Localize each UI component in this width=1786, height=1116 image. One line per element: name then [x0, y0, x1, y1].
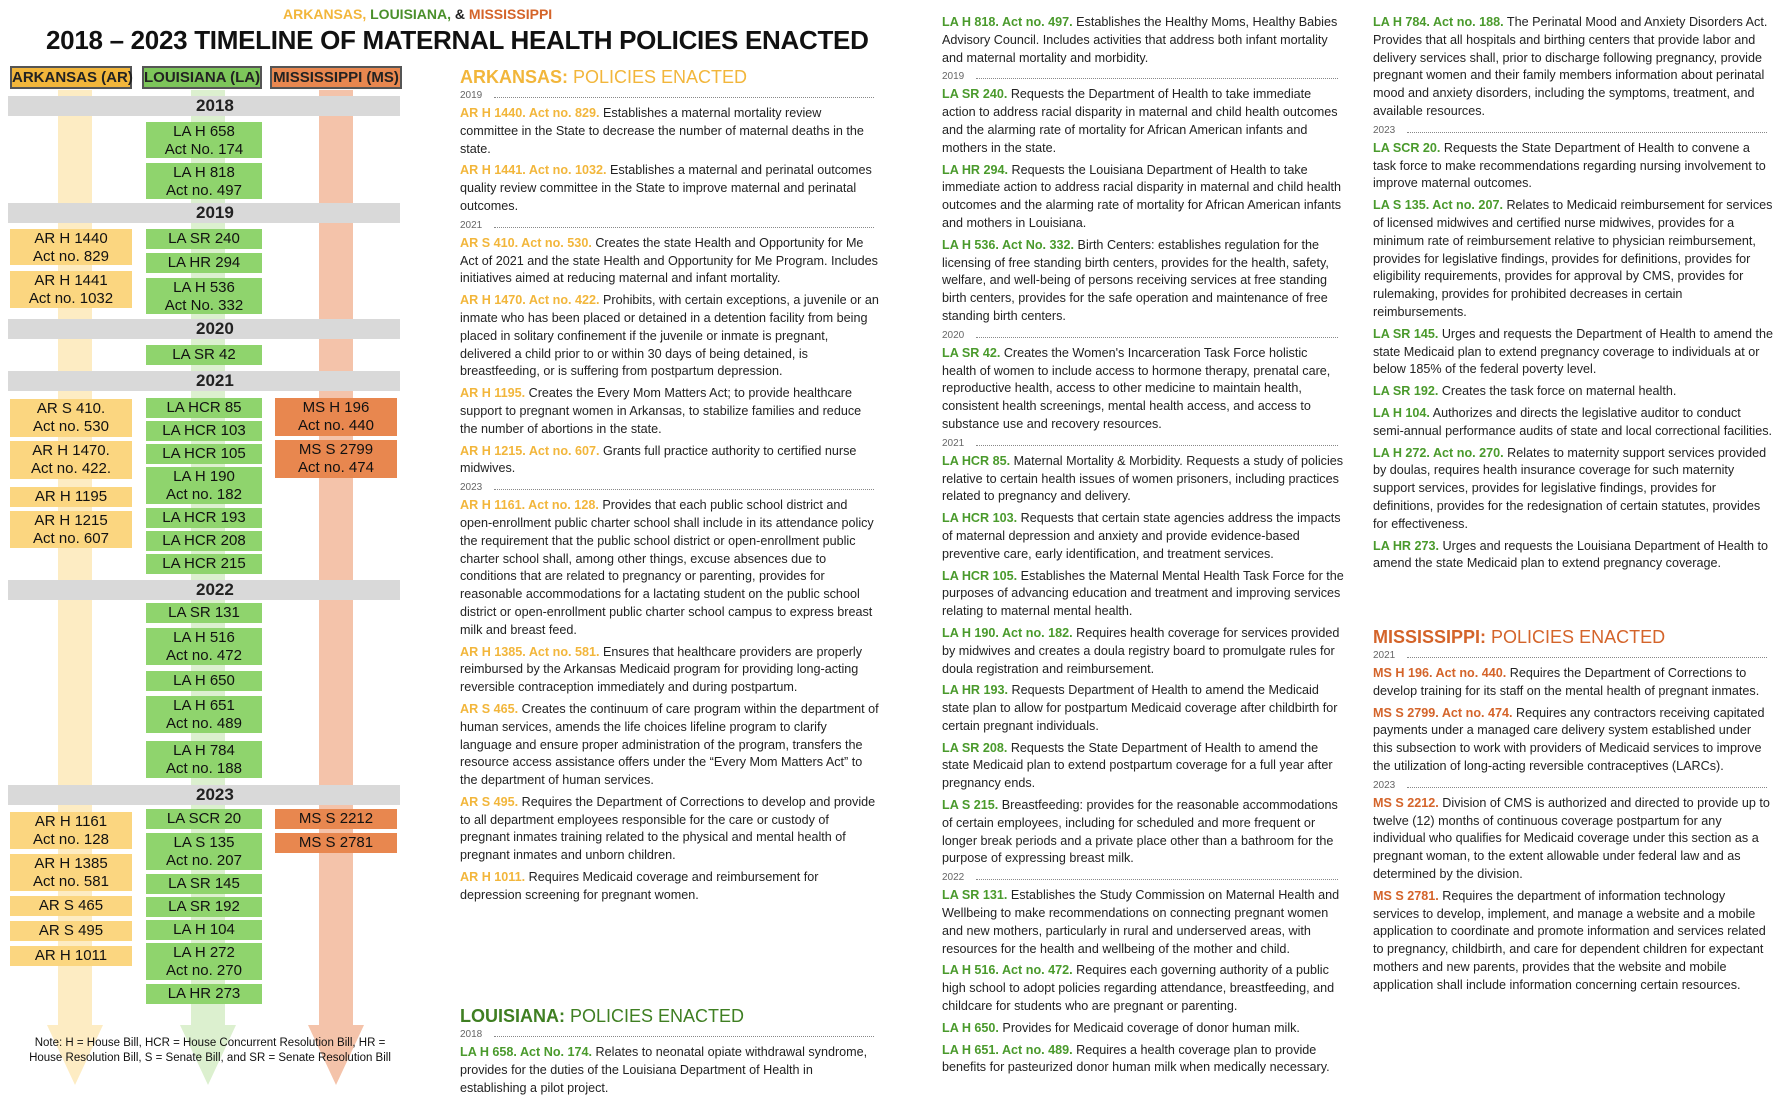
policy-description: Relates to maternity support services provided by doulas, requires health insurance coverage for such maternity support services, provides for legislative findings, provides for definitions, provides for the redesignation of certain statutes, provides for effectiveness. — [1373, 445, 1767, 531]
policy-item — [460, 292, 880, 381]
policy-id: MS S 2212. — [1373, 795, 1439, 810]
policy-item — [460, 644, 880, 697]
policy-id: LA H 272. Act no. 270. — [1373, 445, 1504, 460]
policy-item — [1373, 538, 1773, 574]
policy-description: Requires any contractors receiving capitated payments under a managed care delivery system established under this subsection to work with providers of Medicaid services to improve the utilization of long-acting reversible contraceptives (LARCs). — [1373, 705, 1765, 773]
policy-item — [460, 497, 880, 639]
policy-item — [942, 1020, 1344, 1038]
year-divider: 2018 — [460, 1029, 880, 1041]
mississippi-policies-column — [1373, 626, 1773, 999]
timeline-box: LA H 516 Act no. 472 — [146, 628, 262, 665]
policy-item — [1373, 197, 1773, 322]
policy-item — [942, 625, 1344, 678]
policy-id: LA SR 208. — [942, 740, 1008, 755]
policy-item — [942, 887, 1344, 958]
policy-item — [942, 14, 1344, 67]
louisiana-policies-continued — [1373, 14, 1773, 577]
policy-description: Requests the Department of Health to take immediate action to address racial disparity in maternal and child health outcomes and the alarming rate of mortality for African American infants and mothers in the state. — [942, 87, 1338, 155]
policy-id: LA SR 42. — [942, 345, 1001, 360]
policy-item — [1373, 705, 1773, 776]
policy-id: AR H 1161. Act no. 128. — [460, 498, 599, 513]
policy-description: Establishes the Study Commission on Maternal Health and Wellbeing to make recommendations on connecting pregnant women and new mothers, particularly in rural and underserved areas, with resources for the health and wellbeing of the mother and child. — [942, 888, 1340, 956]
timeline-box: LA H 658 Act No. 174 — [146, 122, 262, 158]
timeline-box: LA H 650 — [146, 671, 262, 691]
policy-id: AR H 1215. Act no. 607. — [460, 443, 600, 458]
policy-item — [942, 962, 1344, 1015]
timeline-box: AR S 410. Act no. 530 — [10, 399, 132, 437]
policy-description: Maternal Mortality & Morbidity. Requests a study of policies relative to certain health issues of women prisoners, including practices related to pregnancy and delivery. — [942, 453, 1344, 504]
policy-item — [942, 797, 1344, 868]
policy-description: The Perinatal Mood and Anxiety Disorders Act. Provides that all hospitals and birthing centers that provide labor and delivery services shall, prior to discharge following pregnancy, provide pregnant women and their family members information about perinatal mood and anxiety disorders, including the symptoms, treatment, and available resources. — [1373, 15, 1768, 118]
column-header-arkansas: ARKANSAS (AR) — [10, 66, 132, 89]
policy-id: LA H 818. Act no. 497. — [942, 15, 1073, 29]
timeline-box: LA HCR 208 — [146, 531, 262, 551]
policy-id: LA HR 273. — [1373, 538, 1440, 553]
policy-id: LA HCR 105. — [942, 568, 1018, 583]
policy-description: Prohibits, with certain exceptions, a juvenile or an inmate who has been placed or detained in a detention facility from being placed in solitary confinement if the juvenile or inmate is pregnant, delivered a child prior to or within 30 days of being detained, is breastfeeding, or is suffering from postpartum depression. — [460, 293, 879, 379]
policy-item — [942, 237, 1344, 326]
year-bar-2020: 2020 — [8, 319, 400, 339]
column-header-mississippi: MISSISSIPPI (MS) — [270, 66, 402, 89]
policy-item — [460, 235, 880, 288]
policy-description: Relates to Medicaid reimbursement for services of licensed midwives and certified nurse midwives, provides for a minimum rate of reimbursement relative to physician reimbursement, provides for legislative findings, provides for definitions, provides for eligibility requirements, provides for approval by CMS, provides for rulemaking, provides for prohibited decreases in certain reimbursements. — [1373, 198, 1773, 319]
year-divider: 2021 — [1373, 650, 1773, 662]
policy-id: LA H 190. Act no. 182. — [942, 625, 1073, 640]
policy-id: LA SR 145. — [1373, 326, 1439, 341]
mississippi-section-heading — [1373, 626, 1773, 648]
timeline-box: LA HCR 105 — [146, 444, 262, 464]
policy-id: LA H 516. Act no. 472. — [942, 963, 1073, 978]
policy-description: Requires health coverage for services provided by midwives and creates a doula registry board to promulgate rules for doula registration and reimbursement. — [942, 625, 1340, 676]
policy-item — [942, 453, 1344, 506]
timeline-box: MS S 2799 Act no. 474 — [275, 440, 397, 478]
timeline-box: LA HCR 103 — [146, 421, 262, 441]
year-divider: 2020 — [942, 330, 1344, 342]
year-bar-2018: 2018 — [8, 96, 400, 116]
timeline-box: MS S 2781 — [275, 833, 397, 853]
policy-description: Creates the task force on maternal health. — [1438, 384, 1677, 399]
policy-description: Requests that certain state agencies address the impacts of maternal depression and anxiety and provide evidence-based preventive care, early identification, and treatment services. — [942, 511, 1341, 561]
policy-item — [460, 869, 880, 905]
subtitle-louisiana: LOUISIANA, — [370, 6, 452, 22]
policy-description: Creates the Women's Incarceration Task Force holistic health of women to include access to hormone therapy, prenatal care, reproductive health, access to other medicine to maintain health, consistent health screenings, mental health access, and access to substance use and recovery resources. — [942, 345, 1331, 431]
policy-item — [460, 794, 880, 865]
louisiana-policies-start — [460, 1005, 880, 1101]
policy-description: Birth Centers: establishes regulation for the licensing of free standing birth centers, provides for the health, safety, welfare, and well-being of persons receiving services at free standing birth centers, provides for the safe operation and maintenance of free standing birth centers. — [942, 237, 1329, 323]
policy-item — [1373, 326, 1773, 379]
policy-id: AR H 1195. — [460, 386, 526, 401]
policy-id: LA H 784. Act no. 188. — [1373, 15, 1504, 29]
policy-id: LA H 651. Act no. 489. — [942, 1042, 1073, 1057]
section-heading-state: MISSISSIPPI: — [1373, 627, 1487, 647]
policy-item — [1373, 795, 1773, 884]
timeline-box: AR H 1215 Act no. 607 — [10, 511, 132, 548]
policy-id: AR S 465. — [460, 701, 519, 716]
policy-item — [460, 701, 880, 790]
policy-description: Creates the continuum of care program within the department of human services, amends the life choices lifeline program to clarify language and ensure proper administration of the program, transfers the resource access assistance offers under the “Every Mom Matters Act” to the department of human services. — [460, 701, 879, 788]
policy-id: LA SR 240. — [942, 87, 1008, 102]
timeline-box: LA H 784 Act no. 188 — [146, 741, 262, 778]
policy-item — [942, 568, 1344, 621]
policy-id: LA HR 294. — [942, 162, 1009, 177]
timeline-box: LA S 135 Act no. 207 — [146, 833, 262, 870]
policy-item — [942, 740, 1344, 793]
policy-description: Requires each governing authority of a public high school to adopt policies regarding attendance, breastfeeding, and childcare for students who are pregnant or parenting. — [942, 963, 1335, 1014]
policy-description: Requests the State Department of Health to amend the state Medicaid plan to extend postpartum coverage for a full year after pregnancy ends. — [942, 740, 1333, 791]
policy-item — [460, 162, 880, 215]
arkansas-policies-column — [460, 66, 880, 909]
timeline-box: LA H 104 — [146, 920, 262, 940]
policy-id: LA HCR 103. — [942, 511, 1018, 526]
timeline-box: MS H 196 Act no. 440 — [275, 398, 397, 436]
subtitle-ampersand: & — [454, 6, 466, 22]
policy-id: LA H 104. — [1373, 405, 1430, 420]
timeline-box: AR H 1161 Act no. 128 — [10, 812, 132, 849]
year-divider: 2021 — [460, 220, 880, 232]
timeline-box: AR S 495 — [10, 921, 132, 941]
policy-item — [460, 443, 880, 479]
timeline-box: LA H 536 Act No. 332 — [146, 278, 262, 314]
timeline-box: LA SCR 20 — [146, 809, 262, 829]
policy-id: LA SCR 20. — [1373, 140, 1441, 155]
policy-description: Requires the Department of Corrections to develop and provide to all department employees responsible for the care or custody of pregnant inmates training related to the physical and mental health of pregnant inmates and unborn children. — [460, 794, 876, 863]
policy-item — [1373, 405, 1773, 441]
policy-id: AR H 1011. — [460, 870, 526, 885]
policy-id: AR H 1441. Act no. 1032. — [460, 163, 607, 178]
policy-item — [942, 345, 1344, 434]
policy-description: Establishes a maternal mortality review committee in the State to decrease the number of maternal deaths in the state. — [460, 106, 864, 156]
page-title: 2018 – 2023 TIMELINE OF MATERNAL HEALTH POLICIES ENACTED — [46, 25, 869, 55]
year-bar-2019: 2019 — [8, 203, 400, 223]
policy-description: Division of CMS is authorized and directed to provide up to twelve (12) months of continuous coverage postpartum for any individual who qualifies for Medicaid coverage under this section as a pregnant woman, to the extent allowable under federal law and as determined by the division. — [1373, 795, 1770, 881]
arkansas-section-heading — [460, 66, 880, 88]
policy-item — [942, 1042, 1344, 1078]
policy-id: LA H 536. Act No. 332. — [942, 237, 1075, 252]
louisiana-policies-column — [942, 14, 1344, 1081]
year-bar-2023: 2023 — [8, 785, 400, 805]
timeline-box: LA HCR 85 — [146, 398, 262, 418]
policy-id: MS H 196. Act no. 440. — [1373, 666, 1507, 680]
year-divider: 2022 — [942, 872, 1344, 884]
louisiana-section-heading — [460, 1005, 880, 1027]
year-divider: 2019 — [942, 71, 1344, 83]
timeline-box: LA HR 273 — [146, 984, 262, 1004]
policy-id: MS S 2781. — [1373, 888, 1439, 903]
timeline-box: LA SR 42 — [146, 345, 262, 365]
policy-item — [460, 105, 880, 158]
policy-description: Relates to neonatal opiate withdrawal syndrome, provides for the duties of the Louisiana Department of Health in establishing a pilot project. — [460, 1045, 868, 1095]
timeline-box: LA SR 192 — [146, 897, 262, 917]
policy-id: AR H 1440. Act no. 829. — [460, 106, 600, 120]
section-heading-rest: POLICIES ENACTED — [565, 1006, 745, 1026]
policy-item — [942, 682, 1344, 735]
policy-id: AR S 410. Act no. 530. — [460, 235, 592, 250]
policy-description: Establishes the Healthy Moms, Healthy Babies Advisory Council. Includes activities that address both infant mortality and maternal mortality and morbidity. — [942, 15, 1338, 65]
policy-id: MS S 2799. Act no. 474. — [1373, 705, 1513, 720]
section-heading-state: ARKANSAS: — [460, 67, 568, 87]
policy-description: Requires the department of information technology services to develop, implement, and manage a website and a mobile application to coordinate and promote information and services related to pregnancy, childbirth, and care for dependent children for expectant mothers and new parents, provides that the website and mobile application shall include information concerning certain resources. — [1373, 888, 1766, 992]
policy-item — [1373, 14, 1773, 121]
timeline-box: LA SR 131 — [146, 603, 262, 623]
timeline-box: LA SR 145 — [146, 874, 262, 894]
policy-description: Requires Medicaid coverage and reimbursement for depression screening for pregnant women. — [460, 870, 819, 902]
year-divider: 2019 — [460, 90, 880, 102]
timeline-box: AR H 1385 Act no. 581 — [10, 854, 132, 891]
policy-id: LA HR 193. — [942, 683, 1009, 698]
policy-description: Grants full practice authority to certified nurse midwives. — [460, 443, 857, 476]
policy-description: Establishes a maternal and perinatal outcomes quality review committee in the State to improve maternal and perinatal outcomes. — [460, 163, 872, 213]
timeline-box: LA H 651 Act no. 489 — [146, 696, 262, 733]
policy-description: Urges and requests the Department of Health to amend the state Medicaid plan to extend pregnancy coverage to individuals at or below 185% of the federal poverty level. — [1373, 326, 1773, 377]
policy-description: Requests the Louisiana Department of Health to take immediate action to address racial disparity in maternal and child health outcomes and the alarming rate of mortality for African American infants and mothers in Louisiana. — [942, 162, 1342, 230]
policy-description: Authorizes and directs the legislative auditor to conduct semi-annual performance audits of state and local correctional facilities. — [1373, 405, 1773, 438]
section-heading-state: LOUISIANA: — [460, 1006, 565, 1026]
timeline-box: AR H 1441 Act no. 1032 — [10, 271, 132, 308]
policy-id: LA SR 131. — [942, 888, 1008, 903]
year-divider: 2023 — [1373, 780, 1773, 792]
policy-description: Breastfeeding: provides for the reasonable accommodations of certain employees, including for scheduled and more frequent or longer break periods and a private place other than a bathroom for the purpose of expressing breast milk. — [942, 798, 1338, 866]
subtitle-mississippi: MISSISSIPPI — [468, 6, 553, 22]
policy-id: AR H 1470. Act no. 422. — [460, 293, 600, 308]
states-subtitle — [283, 6, 552, 22]
timeline-box: LA HR 294 — [146, 253, 262, 273]
timeline-box: AR H 1195 — [10, 487, 132, 507]
policy-id: LA H 650. — [942, 1020, 999, 1035]
section-heading-rest: POLICIES ENACTED — [1486, 627, 1666, 647]
policy-item — [1373, 445, 1773, 534]
timeline-box: LA HCR 215 — [146, 554, 262, 574]
policy-item — [460, 385, 880, 438]
policy-id: LA HCR 85. — [942, 453, 1011, 468]
policy-description: Provides for Medicaid coverage of donor human milk. — [998, 1020, 1300, 1035]
policy-id: LA S 215. — [942, 798, 999, 813]
policy-description: Urges and requests the Louisiana Department of Health to amend the state Medicaid plan to extend pregnancy coverage. — [1373, 538, 1769, 571]
timeline-box: LA SR 240 — [146, 229, 262, 249]
policy-description: Requires the Department of Corrections to develop training for its staff on the mental health of pregnant inmates. — [1373, 666, 1760, 698]
policy-item — [942, 162, 1344, 233]
policy-description: Creates the state Health and Opportunity for Me Act of 2021 and the state Health and Opportunity for Me Program. Includes initiatives aimed at reducing maternal and infant mortality. — [460, 235, 878, 286]
timeline-box: LA H 190 Act no. 182 — [146, 467, 262, 504]
policy-id: LA SR 192. — [1373, 384, 1439, 399]
policy-item — [1373, 383, 1773, 401]
year-bar-2021: 2021 — [8, 371, 400, 391]
subtitle-arkansas: ARKANSAS, — [283, 6, 367, 22]
policy-item — [942, 86, 1344, 157]
policy-description: Requires a health coverage plan to provide benefits for pasteurized donor human milk when medically necessary. — [942, 1042, 1330, 1075]
timeline-box: LA HCR 193 — [146, 508, 262, 528]
timeline-box: AR H 1011 — [10, 946, 132, 966]
policy-id: AR H 1385. Act no. 581. — [460, 644, 600, 659]
policy-item — [942, 510, 1344, 563]
policy-item — [1373, 665, 1773, 701]
policy-description: Ensures that healthcare providers are properly reimbursed by the Arkansas Medicaid program for providing long-acting reversible contraception immediately and during postpartum. — [460, 644, 863, 695]
timeline-box: MS S 2212 — [275, 809, 397, 829]
policy-description: Establishes the Maternal Mental Health Task Force for the purposes of advancing education and treatment and improving services relating to maternal mental health. — [942, 568, 1344, 619]
timeline-box: LA H 818 Act no. 497 — [146, 163, 262, 199]
policy-description: Requests Department of Health to amend the Medicaid state plan to allow for postpartum Medicaid coverage after childbirth for certain pregnant individuals. — [942, 683, 1338, 733]
policy-description: Provides that each public school district and open-enrollment public charter school shall include in its attendance policy the requirement that the public school district or open-enrollment public charter school shall, among other things, excuse absences due to conditions that are related to pregnancy or parenting, provides for reasonable accommodations for a lactating student on the public school district or open-enrollment public charter school campus to express breast milk and breast feed. — [460, 498, 874, 637]
timeline-box: AR H 1470. Act no. 422. — [10, 441, 132, 479]
year-divider: 2023 — [460, 482, 880, 494]
policy-item — [1373, 888, 1773, 995]
policy-id: LA H 658. Act No. 174. — [460, 1045, 593, 1059]
timeline-box: AR S 465 — [10, 896, 132, 916]
policy-description: Creates the Every Mom Matters Act; to provide healthcare support to pregnant women in Arkansas, to stabilize families and reduce the number of abortions in the state. — [460, 386, 862, 436]
policy-description: Requests the State Department of Health to convene a task force to make recommendations regarding nursing involvement to improve maternal outcomes. — [1373, 140, 1766, 191]
year-bar-2022: 2022 — [8, 580, 400, 600]
year-divider: 2021 — [942, 438, 1344, 450]
column-header-louisiana: LOUISIANA (LA) — [142, 66, 262, 89]
policy-item — [1373, 140, 1773, 193]
year-divider: 2023 — [1373, 125, 1773, 137]
abbreviation-note: Note: H = House Bill, HCR = House Concurrent Resolution Bill, HR = House Resolution Bill, S = Senate Bill, and SR = Senate Resolution Bill — [29, 1037, 391, 1064]
timeline-box: LA H 272 Act no. 270 — [146, 943, 262, 980]
timeline-box: AR H 1440 Act no. 829 — [10, 229, 132, 265]
section-heading-rest: POLICIES ENACTED — [568, 67, 748, 87]
policy-id: AR S 495. — [460, 794, 519, 809]
policy-id: LA S 135. Act no. 207. — [1373, 198, 1503, 213]
policy-item — [460, 1044, 880, 1097]
